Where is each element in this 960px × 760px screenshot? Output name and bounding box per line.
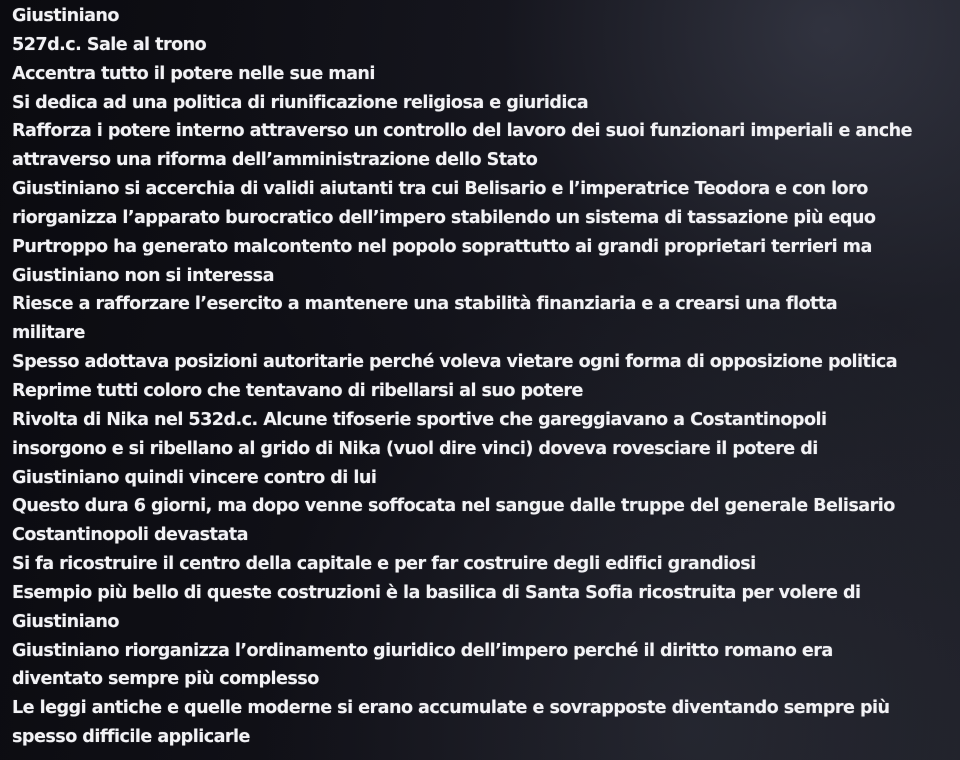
note-line: Questo dura 6 giorni, ma dopo venne soffocata nel sangue dalle truppe del generale Belisario [12, 496, 895, 517]
note-line: Esempio più bello di queste costruzioni è la basilica di Santa Sofia ricostruita per volere di [12, 582, 861, 603]
note-text-area[interactable] [12, 2, 947, 752]
note-line: Le leggi antiche e quelle moderne si erano accumulate e sovrapposte diventando sempre più [12, 698, 890, 719]
note-line: Rivolta di Nika nel 532d.c. Alcune tifoserie sportive che gareggiavano a Costantinopoli [12, 409, 827, 430]
note-line: militare [12, 323, 85, 344]
note-line: Si dedica ad una politica di riunificazione religiosa e giuridica [12, 92, 589, 113]
note-line: Giustiniano non si interessa [12, 265, 274, 286]
note-line: Si fa ricostruire il centro della capitale e per far costruire degli edifici grandiosi [12, 554, 756, 575]
note-line: Giustiniano riorganizza l’ordinamento giuridico dell’impero perché il diritto romano era [12, 640, 833, 661]
note-line: 527d.c. Sale al trono [12, 34, 207, 55]
note-line: attraverso una riforma dell’amministrazione dello Stato [12, 150, 538, 171]
note-line: insorgono e si ribellano al grido di Nika (vuol dire vinci) doveva rovesciare il potere di [12, 438, 818, 459]
note-line: riorganizza l’apparato burocratico dell’impero stabilendo un sistema di tassazione più equo [12, 207, 876, 228]
note-line: Giustiniano [12, 611, 119, 632]
note-line: Giustiniano quindi vincere contro di lui [12, 467, 377, 488]
note-line: Accentra tutto il potere nelle sue mani [12, 63, 375, 84]
note-line: spesso difficile applicarle [12, 727, 250, 748]
note-line: Riesce a rafforzare l’esercito a mantenere una stabilità finanziaria e a crearsi una flotta [12, 294, 838, 315]
note-line: Rafforza i potere interno attraverso un controllo del lavoro dei suoi funzionari imperiali e anche [12, 121, 912, 142]
note-line: Costantinopoli devastata [12, 525, 248, 546]
note-line: diventato sempre più complesso [12, 669, 319, 690]
note-title: Giustiniano [12, 6, 119, 26]
note-line: Giustiniano si accerchia di validi aiutanti tra cui Belisario e l’imperatrice Teodora e con loro [12, 179, 868, 200]
note-line: Spesso adottava posizioni autoritarie perché voleva vietare ogni forma di opposizione politica [12, 352, 898, 373]
note-line: Purtroppo ha generato malcontento nel popolo soprattutto ai grandi proprietari terrieri ma [12, 236, 872, 257]
note-line: Reprime tutti coloro che tentavano di ribellarsi al suo potere [12, 380, 583, 401]
